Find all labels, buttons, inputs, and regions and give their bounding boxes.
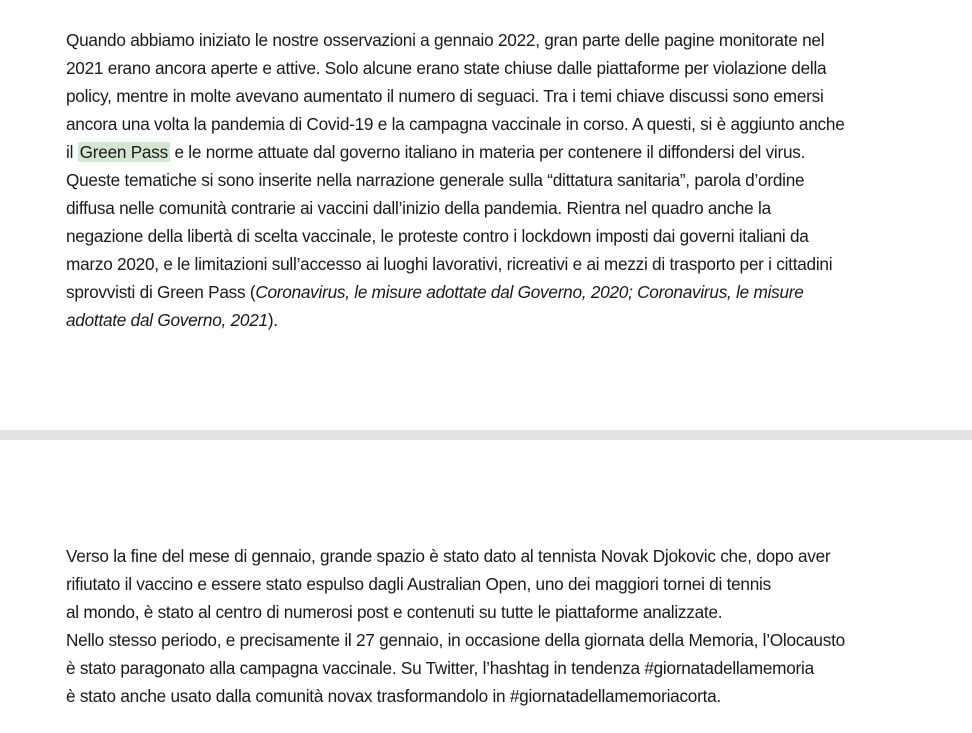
text-line: Nello stesso periodo, e precisamente il 27 gennaio, in occasione della giornata della Memoria, l’Olocausto [66, 630, 845, 650]
text-line [66, 278, 916, 306]
text-line: Quando abbiamo iniziato le nostre osservazioni a gennaio 2022, gran parte delle pagine monitorate nel [66, 30, 825, 50]
text-line: marzo 2020, e le limitazioni sull’accesso ai luoghi lavorativi, ricreativi e ai mezzi di trasporto per i cittadini [66, 254, 833, 274]
paragraph-djokovic-memoria [66, 542, 916, 710]
text-line: policy, mentre in molte avevano aumentato il numero di seguaci. Tra i temi chiave discussi sono emersi [66, 86, 824, 106]
text-fragment: sprovvisti di Green Pass ( [66, 282, 256, 302]
page-separator [0, 430, 972, 440]
paragraph-observations [66, 26, 916, 334]
text-line: diffusa nelle comunità contrarie ai vaccini dall’inizio della pandemia. Rientra nel quadro anche la [66, 198, 771, 218]
text-line: è stato paragonato alla campagna vaccinale. Su Twitter, l’hashtag in tendenza #giornatadellamemoria [66, 658, 814, 678]
citation: adottate dal Governo, 2021 [66, 310, 268, 330]
text-line: al mondo, è stato al centro di numerosi post e contenuti su tutte le piattaforme analizzate. [66, 602, 723, 622]
text-line: 2021 erano ancora aperte e attive. Solo alcune erano state chiuse dalle piattaforme per violazione della [66, 58, 827, 78]
text-line [66, 306, 916, 334]
text-line: è stato anche usato dalla comunità novax trasformandolo in #giornatadellamemoriacorta. [66, 686, 721, 706]
text-line [66, 138, 916, 166]
text-line: ancora una volta la pandemia di Covid-19 e la campagna vaccinale in corso. A questi, si è aggiunto anche [66, 114, 845, 134]
text-line: rifiutato il vaccino e essere stato espulso dagli Australian Open, uno dei maggiori tornei di tennis [66, 574, 771, 594]
citation: Coronavirus, le misure adottate dal Governo, 2020; Coronavirus, le misure [255, 282, 804, 302]
text-fragment: e le norme attuate dal governo italiano in materia per contenere il diffondersi del virus. [169, 142, 806, 162]
document-page-bottom [0, 440, 972, 733]
text-line: Queste tematiche si sono inserite nella narrazione generale sulla “dittatura sanitaria”, parola d’ordine [66, 170, 805, 190]
text-fragment: il [66, 142, 78, 162]
text-line: negazione della libertà di scelta vaccinale, le proteste contro i lockdown imposti dai governi italiani da [66, 226, 809, 246]
highlighted-term-green-pass: Green Pass [79, 142, 168, 162]
text-fragment: ). [267, 310, 278, 330]
text-line: Verso la fine del mese di gennaio, grande spazio è stato dato al tennista Novak Djokovic che, dopo aver [66, 546, 831, 566]
